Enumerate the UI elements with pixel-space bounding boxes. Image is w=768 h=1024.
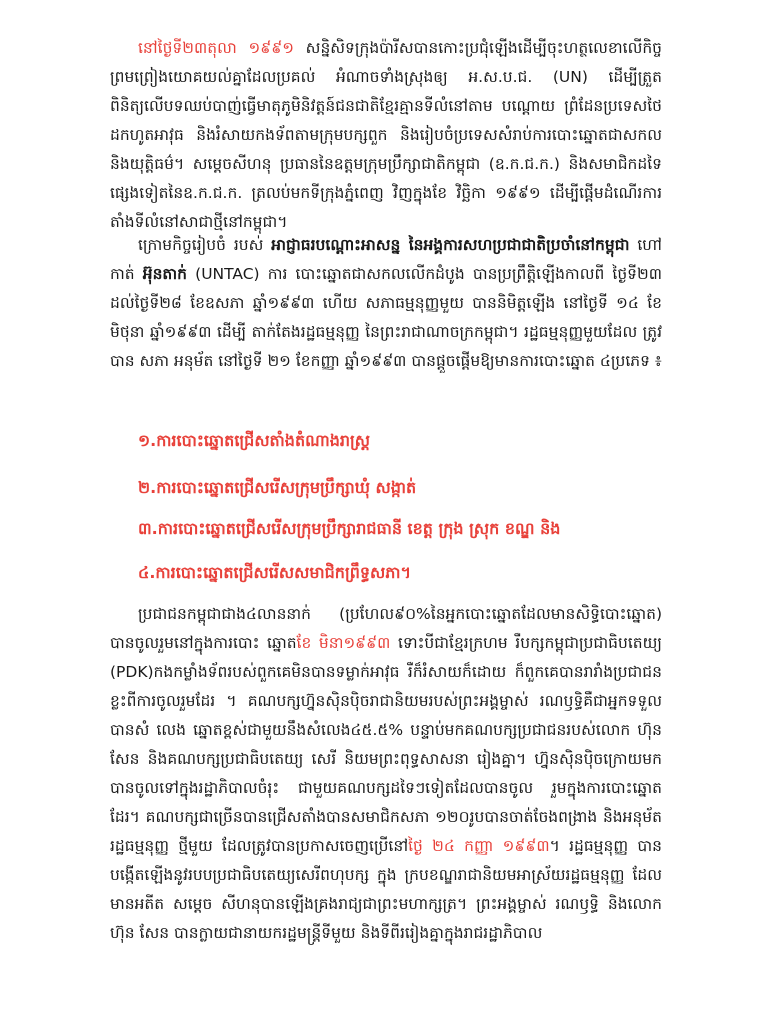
paragraph-text: (UNTAC) ការ បោះឆ្នោតជាសកលលើកដំបូង បានប្រព្រឹត្តិឡើងកាលពី ថ្ងៃទី២៣ ដល់ថ្ងៃទី២៨ ខែឧសភា ឆ្នាំ១៩៩៣ ហើយ សភាធម្មនុញ្ញមួយ បាននិមិត្តឡើង នៅថ្ងៃទី ១៤ ខែមិថុនា ឆ្នាំ១៩៩៣ ដើម្បី តាក់តែងរដ្ឋធម្មនុញ្ញ នៃព្រះរាជាណាចក្រកម្ពុជា។ រដ្ឋធម្មនុញ្ញមួយដែល ត្រូវបាន សភា អនុម័ត នៅថ្ងៃទី ២១ ខែកញ្ញា ឆ្នាំ១៩៩៣ បានផ្ដួចផ្ដើមឱ្យមានការបោះឆ្នោត ៤ប្រភេទ ៖ (110, 265, 662, 370)
paragraph-text: ហៅកាត់ (110, 236, 662, 283)
list-item: ២.ការបោះឆ្នោតជ្រើសរើសក្រុមប្រឹក្សាឃុំ សង្កាត់ (138, 478, 417, 497)
paragraph-paris-agreement (110, 34, 662, 237)
list-item: ១.ការបោះឆ្នោតជ្រើសតាំងតំណាងរាស្ត្រ (138, 431, 371, 450)
paragraph-text: ទោះបីជាខ្មែរក្រហម រឺបក្សកម្ពុជាប្រជាធិបតេយ្យ (PDK)កងកម្លាំងទ័ពរបស់ពួកគេមិនបានទម្លាក់អាវុធ រឺក៏រំសាយក៏ដោយ ក៏ពួកគេបានរារាំងប្រជាជនខ្លះពីការចូលរួមដែរ ។ គណបក្សហ្វ៊ុនស៊ិនប៉ិចរាជានិយមរបស់ព្រះអង្គម្ចាស់ រណឫទ្ធិគឺជាអ្នកទទួលបានសំ លេង ឆ្នោតខ្ពស់ជាមួយនឹងសំលេង៤៥.៥% បន្ទាប់មកគណបក្សប្រជាជនរបស់លោក ហ៊ុន សែន និងគណបក្សប្រជាធិបតេយ្យ សេរី និយមព្រះពុទ្ធសាសនា រៀងគ្នា។ ហ្វ៊ុនស៊ិនប៉ិចក្រោយមកបានចូលទៅក្នុងរដ្ឋាភិបាលចំរុះ ជាមួយគណបក្សដទៃៗទៀតដែលបានចូល រួមក្នុងការបោះឆ្នោតដែរ។ គណបក្សជាច្រើនបានជ្រើសតាំងបានសមាជិកសភា ១២០រូបបានចាត់ចែងពង្រាង និងអនុម័តរដ្ឋធម្មនុញ្ញ ថ្មីមួយ ដែលត្រូវបានប្រកាសចេញប្រើនៅ (110, 634, 662, 855)
paragraph-untac-elections (110, 231, 662, 376)
paragraph-text: ប្រជាជនកម្ពុជាជាង៤លាននាក់ (ប្រហែល៩០%នៃអ្នកបោះឆ្នោតដែលមានសិទ្ធិបោះឆ្នោត) បានចូលរួមនៅក្នុងការបោះ ឆ្នោត (110, 605, 662, 652)
paragraph-text: ។ រដ្ឋធម្មនុញ្ញ បានបង្កើតឡើងនូវរបបប្រជាធិបតេយ្យសេរីពហុបក្ស ក្នុង ក្របខណ្ឌរាជានិយមអាស្រ័យរដ្ឋធម្មនុញ្ញ ដែលមានអតីត សម្ដេច សីហនុបានឡើងគ្រងរាជ្យជាព្រះមហាក្សត្រ។ ព្រះអង្គម្ចាស់ រណឫទ្ធិ និងលោក ហ៊ុន សែន បានក្លាយជានាយករដ្ឋមន្ត្រីទីមួយ និងទីពីររៀងគ្នាក្នុងរាជរដ្ឋាភិបាល (110, 837, 663, 942)
date-highlight: នៅថ្ងៃទី២៣តុលា ១៩៩១ (138, 39, 294, 57)
paragraph-election-results (110, 600, 662, 948)
paragraph-text: ក្រោមកិច្ចរៀបចំ របស់ (138, 236, 272, 254)
list-item: ៤.ការបោះឆ្នោតជ្រើសរើសសមាជិកព្រឹទ្ធសភា។ (138, 563, 412, 582)
bold-untac-full-name: អាជ្ញាធរបណ្ដោះអាសន្ន នៃអង្គការសហប្រជាជាតិប្រចាំនៅកម្ពុជា (271, 236, 630, 254)
date-highlight: ខែ មិនា១៩៩៣ (296, 634, 391, 652)
list-item: ៣.ការបោះឆ្នោតជ្រើសរើសក្រុមប្រឹក្សារាជធានី ខេត្ត ក្រុង ស្រុក ខណ្ឌ និង (138, 519, 561, 538)
bold-untac-short-name: អ៊ុនតាក់ (142, 265, 188, 283)
paragraph-text: សន្និសិទក្រុងប៉ារីសបានកោះប្រជុំឡើងដើម្បីចុះហត្ថលេខាលើកិច្ចព្រមព្រៀងយោគយល់គ្នាដែលប្រគល់ អំណាចទាំងស្រុងឲ្យ អ.ស.ប.ជ. (UN) ដើម្បីត្រួតពិនិត្យលើបទឈប់បាញ់ធ្វើមាតុភូមិនិវត្តន៍ជនជាតិខ្មែរគ្មានទីលំនៅតាម បណ្ដោយ ព្រំដែនប្រទេសថៃ ដកហូតអាវុធ និងរំសាយកងទ័ពតាមក្រុមបក្សពួក និងរៀបចំប្រទេសសំរាប់ការបោះឆ្នោតជាសកល និងយុត្តិធម៌។ សម្ដេចសីហនុ ប្រធាននៃឧត្តមក្រុមប្រឹក្សាជាតិកម្ពុជា (ឧ.ក.ជ.ក.) និងសមាជិកដទៃផ្សេងទៀតនៃឧ.ក.ជ.ក. ត្រលប់មកទីក្រុងភ្នំពេញ វិញក្នុងខែ វិច្ឆិកា ១៩៩១ ដើម្បីផ្ដើមដំណើរការតាំងទីលំនៅសាជាថ្មីនៅកម្ពុជា។ (110, 39, 663, 231)
date-highlight: ថ្ងៃ ២៤ កញ្ញា ១៩៩៣ (408, 837, 550, 855)
